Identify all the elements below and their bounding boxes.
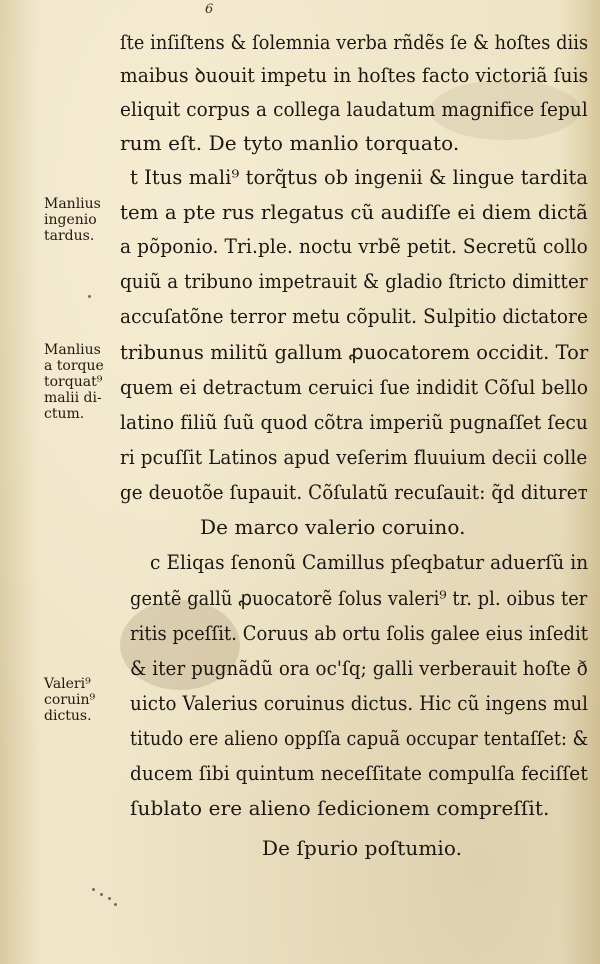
- margin-note-line: Manlius: [44, 342, 101, 358]
- folio-number: 6: [205, 2, 214, 17]
- margin-note-line: Valeri⁹: [44, 676, 91, 692]
- text-line: ſte inſiſtens & ſolemnia verba rñdẽs ſe & hoſtes diis: [120, 30, 589, 54]
- text-line: maibus ꝺuouit impetu in hoſtes facto victoriã ſuis: [120, 63, 589, 87]
- margin-note-line: coruin⁹: [44, 692, 96, 708]
- text-line: gentẽ gallũ ꝓuocatorẽ ſolus valeri⁹ tr. pl. oibus ter: [130, 586, 588, 610]
- text-line: quiũ a tribuno impetrauit & gladio ſtricto dimitter: [120, 269, 588, 293]
- margin-note-line: tardus.: [44, 228, 95, 244]
- margin-note-line: Manlius: [44, 196, 101, 212]
- section-heading: De ſpurio poſtumio.: [262, 836, 463, 860]
- text-line: & iter pugnãdũ ora oc'ſq; galli verberauit hoſte ð: [130, 656, 588, 680]
- margin-note-line: ingenio: [44, 212, 97, 228]
- text-line: tem a pte rus rlegatus cũ audiſſe ei diem dictã: [120, 200, 588, 224]
- text-line: uicto Valerius coruinus dictus. Hic cũ ingens mul: [130, 691, 589, 715]
- margin-note-line: a torque: [44, 358, 104, 374]
- text-line: quem ei detractum ceruici ſue indidit Cõſul bello: [120, 375, 589, 399]
- margin-note: [44, 676, 118, 724]
- text-line: tribunus militũ gallum ꝓuocatorem occidit. Tor: [120, 340, 589, 364]
- text-line: t Itus mali⁹ torq̃tus ob ingenii & lingue tardita: [130, 165, 589, 189]
- text-line: c Eliqas ſenonũ Camillus pſeqbatur aduerſũ in: [150, 550, 589, 574]
- section-heading: De marco valerio coruino.: [200, 515, 466, 539]
- margin-note-line: dictus.: [44, 708, 92, 724]
- text-line: ge deuotõe ſupauit. Cõſulatũ recuſauit: q̃d diturет: [120, 480, 588, 504]
- text-line: a põponio. Tri.ple. noctu vrbẽ petit. Secretũ collo: [120, 234, 588, 258]
- text-line: ritis pceſſit. Coruus ab ortu ſolis galee eius inſedit: [130, 621, 589, 645]
- text-line: rum eſt. De tyto manlio torquato.: [120, 131, 460, 155]
- margin-note: [44, 342, 118, 422]
- text-line: titudo ere alieno oppſſa capuã occupar tentaſſet: &: [130, 726, 589, 750]
- text-line: eliquit corpus a collega laudatum magnifice ſepul: [120, 97, 588, 121]
- margin-note-line: ctum.: [44, 406, 85, 422]
- text-line: ducem ſibi quintum neceſſitate compulſa feciſſet: [130, 761, 588, 785]
- text-line: ſublato ere alieno ſedicionem compreſſit.: [130, 796, 550, 820]
- margin-note-line: malii di-: [44, 390, 102, 406]
- margin-note-line: torquat⁹: [44, 374, 103, 390]
- text-line: ri pcuſſit Latinos apud veſerim fluuium decii colle: [120, 445, 588, 469]
- text-line: latino filiũ ſuũ quod cõtra imperiũ pugnaſſet ſecu: [120, 410, 589, 434]
- text-line: accuſatõne terror metu cõpulit. Sulpitio dictatore: [120, 304, 588, 328]
- margin-note: [44, 196, 118, 244]
